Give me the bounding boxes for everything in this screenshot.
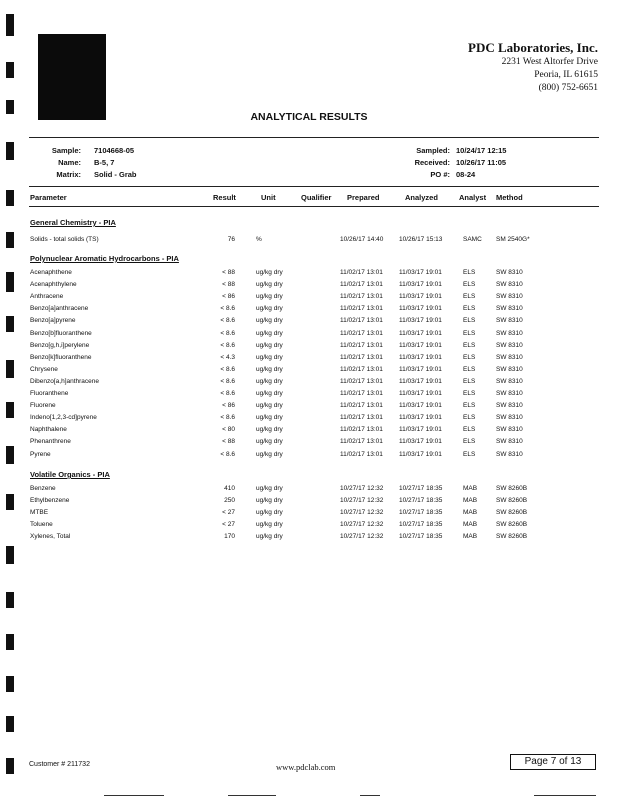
cell-analyst: MAB (463, 485, 478, 492)
cell-parameter: Indeno[1,2,3-cd]pyrene (30, 414, 97, 422)
cell-unit: ug/kg dry (256, 533, 283, 541)
col-parameter: Parameter (30, 193, 67, 202)
cell-analyst: ELS (463, 426, 476, 434)
cell-method: SW 8260B (496, 509, 528, 517)
cell-result: < 8.6 (220, 365, 235, 373)
cell-analyzed: 10/27/17 18:35 (399, 521, 443, 529)
scan-mark (6, 634, 14, 650)
cell-unit: ug/kg dry (256, 281, 283, 289)
cell-parameter: Benzo[k]fluoranthene (30, 353, 92, 361)
divider (29, 137, 599, 138)
received-value: 10/26/17 11:05 (456, 158, 507, 167)
cell-prepared: 11/02/17 13:01 (340, 390, 383, 397)
cell-analyzed: 11/03/17 19:01 (399, 414, 442, 422)
cell-analyst: ELS (463, 329, 476, 337)
cell-method: SW 8310 (496, 390, 523, 397)
cell-result: < 88 (222, 438, 235, 446)
cell-analyzed: 11/03/17 19:01 (399, 426, 442, 434)
table-row (0, 330, 618, 342)
cell-analyst: ELS (463, 269, 476, 276)
cell-analyst: ELS (463, 414, 476, 422)
cell-prepared: 11/02/17 13:01 (340, 426, 383, 434)
cell-analyzed: 10/27/17 18:35 (399, 485, 443, 492)
cell-prepared: 11/02/17 13:01 (340, 414, 383, 422)
cell-unit: ug/kg dry (256, 377, 283, 385)
cell-prepared: 11/02/17 13:01 (340, 450, 383, 458)
sample-value: 7104668-05 (94, 146, 135, 155)
cell-result: < 8.6 (220, 377, 235, 385)
cell-method: SW 8310 (496, 269, 523, 276)
scan-mark (6, 142, 14, 160)
cell-parameter: Pyrene (30, 450, 51, 458)
cell-result: 76 (227, 236, 235, 243)
col-method: Method (496, 193, 523, 202)
table-row (0, 269, 618, 281)
cell-analyzed: 10/27/17 18:35 (399, 497, 443, 505)
cell-method: SW 8310 (496, 305, 523, 313)
cell-parameter: Benzene (30, 485, 56, 492)
cell-prepared: 10/27/17 12:32 (340, 533, 384, 541)
col-qualifier: Qualifier (301, 193, 332, 202)
cell-prepared: 11/02/17 13:01 (340, 317, 383, 325)
lab-street: 2231 West Altorfer Drive (501, 57, 598, 67)
matrix-value: Solid - Grab (94, 170, 137, 179)
cell-analyzed: 11/03/17 19:01 (399, 390, 442, 397)
cell-prepared: 11/02/17 13:01 (340, 329, 383, 337)
cell-result: < 8.6 (220, 341, 235, 349)
scan-line (104, 795, 164, 796)
cell-analyzed: 10/27/17 18:35 (399, 509, 443, 517)
cell-analyst: ELS (463, 317, 476, 325)
divider (29, 206, 599, 207)
cell-unit: ug/kg dry (256, 414, 283, 422)
cell-parameter: Toluene (30, 521, 53, 529)
cell-prepared: 11/02/17 13:01 (340, 269, 383, 276)
cell-unit: ug/kg dry (256, 390, 283, 397)
matrix-label: Matrix: (56, 170, 81, 179)
cell-unit: ug/kg dry (256, 485, 283, 492)
scan-mark (6, 190, 14, 206)
cell-prepared: 10/27/17 12:32 (340, 509, 384, 517)
cell-prepared: 10/27/17 12:32 (340, 497, 384, 505)
table-row (0, 426, 618, 438)
cell-unit: ug/kg dry (256, 341, 283, 349)
cell-analyst: ELS (463, 390, 476, 397)
cell-parameter: MTBE (30, 509, 49, 517)
cell-result: < 8.6 (220, 329, 235, 337)
cell-method: SW 8310 (496, 341, 523, 349)
sampled-value: 10/24/17 12:15 (456, 146, 507, 155)
page-indicator: Page 7 of 13 (510, 754, 596, 770)
cell-prepared: 11/02/17 13:01 (340, 341, 383, 349)
col-result: Result (213, 193, 236, 202)
cell-analyst: MAB (463, 497, 478, 505)
cell-method: SW 8310 (496, 281, 523, 289)
cell-prepared: 10/27/17 12:32 (340, 485, 384, 492)
table-row (0, 497, 618, 509)
cell-analyzed: 11/03/17 19:01 (399, 329, 442, 337)
cell-unit: ug/kg dry (256, 365, 283, 373)
cell-result: < 86 (222, 402, 235, 410)
table-row (0, 342, 618, 354)
cell-parameter: Benzo[b]fluoranthene (30, 329, 92, 337)
cell-result: < 8.6 (220, 450, 235, 458)
cell-unit: ug/kg dry (256, 305, 283, 313)
cell-unit: ug/kg dry (256, 353, 283, 361)
cell-result: < 8.6 (220, 414, 235, 422)
cell-analyst: MAB (463, 521, 478, 529)
cell-result: < 86 (222, 293, 235, 301)
cell-analyzed: 11/03/17 19:01 (399, 317, 442, 325)
cell-method: SW 8310 (496, 402, 523, 410)
cell-method: SW 8310 (496, 450, 523, 458)
cell-prepared: 11/02/17 13:01 (340, 402, 383, 410)
cell-method: SW 8310 (496, 426, 523, 434)
cell-analyst: SAMC (463, 236, 482, 243)
sampled-label: Sampled: (416, 146, 450, 155)
redacted-logo (38, 34, 106, 120)
cell-analyst: ELS (463, 402, 476, 410)
cell-unit: ug/kg dry (256, 293, 283, 301)
cell-parameter: Solids - total solids (TS) (30, 236, 99, 243)
table-row (0, 281, 618, 293)
cell-result: < 27 (222, 509, 235, 517)
table-row (0, 438, 618, 450)
scan-mark (6, 14, 14, 36)
table-row (0, 305, 618, 317)
cell-prepared: 11/02/17 13:01 (340, 281, 383, 289)
lab-phone: (800) 752-6651 (538, 83, 598, 93)
col-analyst: Analyst (459, 193, 487, 202)
col-unit: Unit (261, 193, 276, 202)
cell-prepared: 11/02/17 13:01 (340, 438, 383, 446)
table-row (0, 451, 618, 463)
cell-analyzed: 10/26/17 15:13 (399, 236, 443, 243)
cell-unit: ug/kg dry (256, 438, 283, 446)
cell-result: < 8.6 (220, 305, 235, 313)
section-title: General Chemistry - PIA (30, 218, 116, 227)
cell-method: SW 8260B (496, 521, 528, 529)
table-row (0, 366, 618, 378)
sample-label: Sample: (51, 146, 81, 155)
cell-result: < 88 (222, 269, 235, 276)
cell-analyzed: 11/03/17 19:01 (399, 269, 442, 276)
cell-analyst: MAB (463, 509, 478, 517)
cell-parameter: Xylenes, Total (30, 533, 71, 541)
cell-result: < 8.6 (220, 317, 235, 325)
name-label: Name: (58, 158, 81, 167)
col-analyzed: Analyzed (405, 193, 438, 202)
cell-method: SW 8310 (496, 293, 523, 301)
table-row (0, 533, 618, 545)
cell-parameter: Anthracene (30, 293, 64, 301)
table-row (0, 402, 618, 414)
cell-parameter: Benzo[a]pyrene (30, 317, 76, 325)
customer-number: Customer # 211732 (29, 761, 90, 768)
cell-analyst: MAB (463, 533, 478, 541)
col-prepared: Prepared (347, 193, 380, 202)
cell-parameter: Benzo[g,h,i]perylene (30, 341, 90, 349)
po-label: PO #: (430, 170, 450, 179)
cell-unit: ug/kg dry (256, 450, 283, 458)
table-row (0, 236, 618, 248)
cell-result: 250 (224, 497, 235, 505)
cell-unit: ug/kg dry (256, 317, 283, 325)
cell-analyzed: 11/03/17 19:01 (399, 402, 442, 410)
scan-line (360, 795, 380, 796)
cell-analyzed: 11/03/17 19:01 (399, 377, 442, 385)
cell-analyst: ELS (463, 450, 476, 458)
cell-analyst: ELS (463, 353, 476, 361)
scan-mark (6, 758, 14, 774)
cell-method: SW 8260B (496, 485, 528, 492)
cell-parameter: Fluorene (30, 402, 56, 410)
cell-analyzed: 11/03/17 19:01 (399, 305, 442, 313)
cell-unit: ug/kg dry (256, 426, 283, 434)
cell-unit: ug/kg dry (256, 269, 283, 276)
scan-line (228, 795, 276, 796)
cell-method: SW 8260B (496, 533, 528, 541)
table-row (0, 521, 618, 533)
cell-prepared: 11/02/17 13:01 (340, 353, 383, 361)
cell-result: < 4.3 (220, 353, 235, 361)
cell-analyst: ELS (463, 305, 476, 313)
cell-result: 170 (224, 533, 235, 541)
cell-analyst: ELS (463, 281, 476, 289)
cell-method: SW 8310 (496, 353, 523, 361)
cell-prepared: 11/02/17 13:01 (340, 377, 383, 385)
cell-parameter: Chrysene (30, 365, 58, 373)
page-title: ANALYTICAL RESULTS (250, 111, 368, 123)
scan-line (534, 795, 596, 796)
cell-analyzed: 11/03/17 19:01 (399, 353, 442, 361)
cell-result: < 27 (222, 521, 235, 529)
scan-mark (6, 546, 14, 564)
cell-analyzed: 11/03/17 19:01 (399, 438, 442, 446)
website-link[interactable]: www.pdclab.com (276, 762, 336, 772)
cell-unit: % (256, 236, 262, 243)
scan-mark (6, 716, 14, 732)
po-value: 08-24 (456, 170, 476, 179)
table-row (0, 390, 618, 402)
cell-analyzed: 10/27/17 18:35 (399, 533, 443, 541)
cell-analyzed: 11/03/17 19:01 (399, 365, 442, 373)
cell-analyst: ELS (463, 365, 476, 373)
divider (29, 186, 599, 187)
cell-prepared: 11/02/17 13:01 (340, 365, 383, 373)
table-row (0, 509, 618, 521)
cell-analyzed: 11/03/17 19:01 (399, 281, 442, 289)
cell-method: SW 8310 (496, 377, 523, 385)
cell-prepared: 10/27/17 12:32 (340, 521, 384, 529)
cell-unit: ug/kg dry (256, 329, 283, 337)
name-value: B-5, 7 (94, 158, 115, 167)
lab-city: Peoria, IL 61615 (534, 70, 598, 80)
cell-parameter: Naphthalene (30, 426, 67, 434)
cell-unit: ug/kg dry (256, 521, 283, 529)
cell-method: SW 8310 (496, 329, 523, 337)
cell-parameter: Acenaphthene (30, 269, 72, 276)
cell-method: SW 8310 (496, 317, 523, 325)
cell-parameter: Fluoranthene (30, 390, 69, 397)
cell-result: < 8.6 (220, 390, 235, 397)
cell-analyzed: 11/03/17 19:01 (399, 293, 442, 301)
scan-mark (6, 592, 14, 608)
table-row (0, 293, 618, 305)
cell-prepared: 10/26/17 14:40 (340, 236, 384, 243)
table-row (0, 317, 618, 329)
cell-parameter: Dibenzo[a,h]anthracene (30, 377, 100, 385)
table-row (0, 485, 618, 497)
cell-analyzed: 11/03/17 19:01 (399, 341, 442, 349)
cell-method: SM 2540G* (496, 236, 530, 243)
cell-prepared: 11/02/17 13:01 (340, 305, 383, 313)
cell-method: SW 8260B (496, 497, 528, 505)
cell-parameter: Benzo[a]anthracene (30, 305, 89, 313)
cell-parameter: Ethylbenzene (30, 497, 70, 505)
cell-prepared: 11/02/17 13:01 (340, 293, 383, 301)
cell-result: 410 (224, 485, 235, 492)
lab-name: PDC Laboratories, Inc. (468, 40, 598, 55)
cell-method: SW 8310 (496, 365, 523, 373)
table-row (0, 378, 618, 390)
cell-result: < 80 (222, 426, 235, 434)
cell-method: SW 8310 (496, 414, 523, 422)
scan-mark (6, 676, 14, 692)
cell-unit: ug/kg dry (256, 497, 283, 505)
table-row (0, 414, 618, 426)
cell-parameter: Acenaphthylene (30, 281, 77, 289)
section-title: Volatile Organics - PIA (30, 470, 110, 479)
cell-unit: ug/kg dry (256, 402, 283, 410)
cell-analyst: ELS (463, 293, 476, 301)
cell-parameter: Phenanthrene (30, 438, 71, 446)
cell-unit: ug/kg dry (256, 509, 283, 517)
cell-analyst: ELS (463, 341, 476, 349)
cell-result: < 88 (222, 281, 235, 289)
cell-method: SW 8310 (496, 438, 523, 446)
section-title: Polynuclear Aromatic Hydrocarbons - PIA (30, 254, 179, 263)
cell-analyst: ELS (463, 377, 476, 385)
cell-analyzed: 11/03/17 19:01 (399, 450, 442, 458)
scan-mark (6, 62, 14, 78)
cell-analyst: ELS (463, 438, 476, 446)
table-row (0, 354, 618, 366)
received-label: Received: (414, 158, 450, 167)
